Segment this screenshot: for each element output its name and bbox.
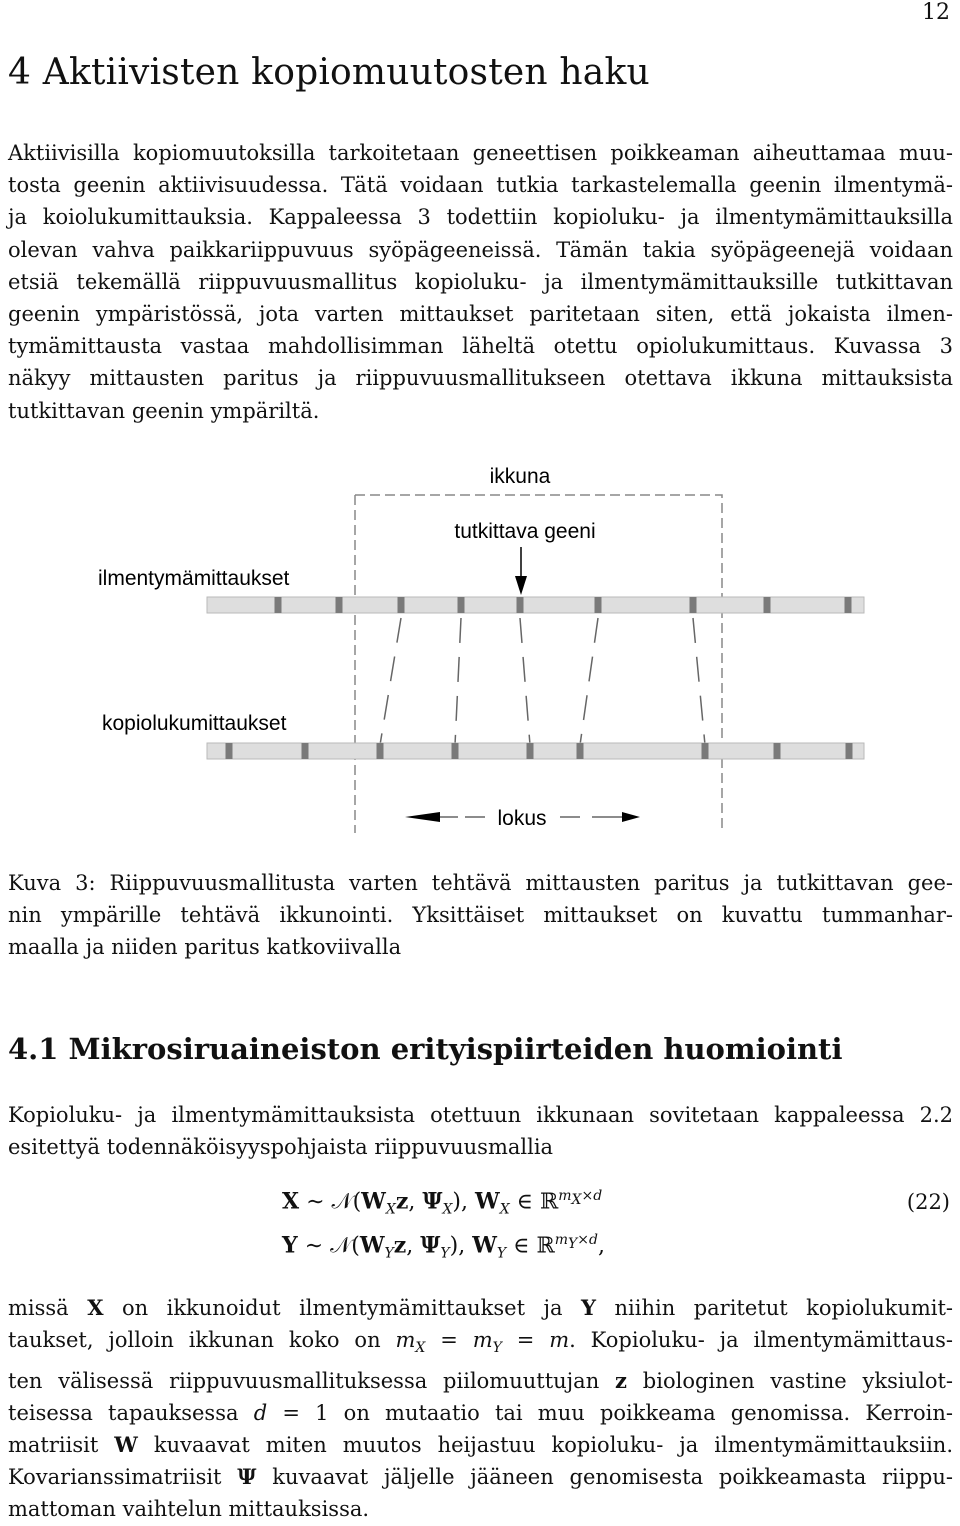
equation-number: (22) — [906, 1190, 950, 1214]
measurement-mark — [702, 743, 709, 759]
text-line: maalla ja niiden paritus katkoviivalla — [8, 935, 402, 960]
measurement-mark — [845, 597, 852, 613]
measurement-mark — [226, 743, 233, 759]
expression-track — [207, 597, 864, 613]
equation-line-y: Y ∼ $𝒩(W_Yz$, $\Psi_Y$), $W_Y$ ∈ ℝ$^{m_Y\times d}$, — [282, 1232, 605, 1262]
measurement-mark — [275, 597, 282, 613]
window-box — [355, 495, 722, 833]
measurement-mark — [458, 597, 465, 613]
pairing-lines — [380, 618, 705, 745]
section-title: 4 Aktiivisten kopiomuutosten haku — [8, 52, 650, 93]
measurement-mark — [517, 597, 524, 613]
measurement-mark — [774, 743, 781, 759]
subsection-body-paragraph — [8, 1292, 953, 1526]
text-line: Aktiivisilla kopiomuutoksilla tarkoitetaan geneettisen poikkeaman aiheuttamaa muu- — [8, 141, 953, 165]
expression-label: ilmentymämittaukset — [98, 567, 290, 590]
equation-line-x: X ∼ $𝒩(W_Xz$, $\Psi_X$), $W_X$ ∈ ℝ$^{m_X\times d}$ — [282, 1188, 603, 1218]
text-line: mattoman vaihtelun mittauksissa. — [8, 1497, 370, 1522]
measurement-mark — [527, 743, 534, 759]
text-line: tosta geenin aktiivisuudessa. Tätä voidaan tutkia tarkastelemalla geenin ilmentymä- — [8, 173, 953, 198]
measurement-mark — [595, 597, 602, 613]
text-line: näkyy mittausten paritus ja riippuvuusmallitukseen otettava ikkuna mittauksista — [8, 366, 953, 391]
text-line: Kopioluku- ja ilmentymämittauksista otettuun ikkunaan sovitetaan kappaleessa 2.2 — [8, 1103, 953, 1127]
measurement-mark — [336, 597, 343, 613]
text-line: Kovarianssimatriisit Ψ kuvaavat jäljelle jääneen genomisesta poikkeamasta riippu- — [8, 1464, 953, 1490]
text-line: matriisit W kuvaavat miten muutos heijastuu kopioluku- ja ilmentymämittauksiin. — [8, 1432, 954, 1457]
text-line: ja koiolukumittauksia. Kappaleessa 3 todettiin kopioluku- ja ilmentymämittauksilla — [8, 205, 953, 230]
measurement-mark — [690, 597, 697, 613]
text-line: Kuva 3: Riippuvuusmallitusta varten tehtävä mittausten paritus ja tutkittavan gee- — [8, 871, 953, 895]
pairing-window-figure — [0, 455, 960, 845]
page-number: 12 — [922, 0, 950, 25]
gene-arrow — [515, 547, 527, 595]
measurement-mark — [577, 743, 584, 759]
text-line: teisessa tapauksessa d = 1 on mutaatio tai muu poikkeama genomissa. Kerroin- — [8, 1400, 953, 1425]
measurement-mark — [452, 743, 459, 759]
text-line: olevan vahva paikkariippuvuus syöpägeeneissä. Tämän takia syöpägeenejä voidaan — [8, 237, 953, 262]
text-line: missä X on ikkunoidut ilmentymämittaukset ja Y niihin paritetut kopiolukumit- — [8, 1295, 954, 1320]
measurement-mark — [846, 743, 853, 759]
measurement-mark — [398, 597, 405, 613]
gene-label: tutkittava geeni — [454, 520, 596, 543]
text-line: nin ympärille tehtävä ikkunointi. Yksittäiset mittaukset on kuvattu tummanhar- — [8, 903, 953, 928]
text-line: geenin ympäristössä, jota varten mittaukset paritetaan siten, että jokaista ilmen- — [8, 302, 953, 327]
text-line: etsiä tekemällä riippuvuusmallitus kopioluku- ja ilmentymämittauksille tutkittavan — [8, 269, 953, 294]
copynumber-label: kopiolukumittaukset — [102, 712, 287, 735]
text-line: taukset, jolloin ikkunan koko on $m_X = m_Y = m$. Kopioluku- ja ilmentymämittaus- — [8, 1328, 954, 1357]
text-line: tutkittavan geenin ympäriltä. — [8, 398, 320, 423]
locus-label: lokus — [497, 807, 547, 830]
figure-caption — [8, 867, 953, 964]
text-line: tymämittausta vastaa mahdollisimman läheltä otettu opiolukumittaus. Kuvassa 3 — [8, 334, 953, 359]
text-line: esitettyä todennäköisyyspohjaista riippuvuusmallia — [8, 1135, 554, 1160]
text-line: ten välisessä riippuvuusmallituksessa piilomuuttujan z biologinen vastine yksiulot- — [8, 1367, 954, 1393]
section-intro-paragraph — [8, 137, 953, 427]
measurement-mark — [764, 597, 771, 613]
measurement-mark — [302, 743, 309, 759]
measurement-mark — [377, 743, 384, 759]
subsection-title: 4.1 Mikrosiruaineiston erityispiirteiden huomiointi — [8, 1032, 843, 1066]
subsection-intro-paragraph — [8, 1099, 953, 1163]
window-label: ikkuna — [489, 465, 551, 488]
copynumber-track — [207, 743, 864, 759]
